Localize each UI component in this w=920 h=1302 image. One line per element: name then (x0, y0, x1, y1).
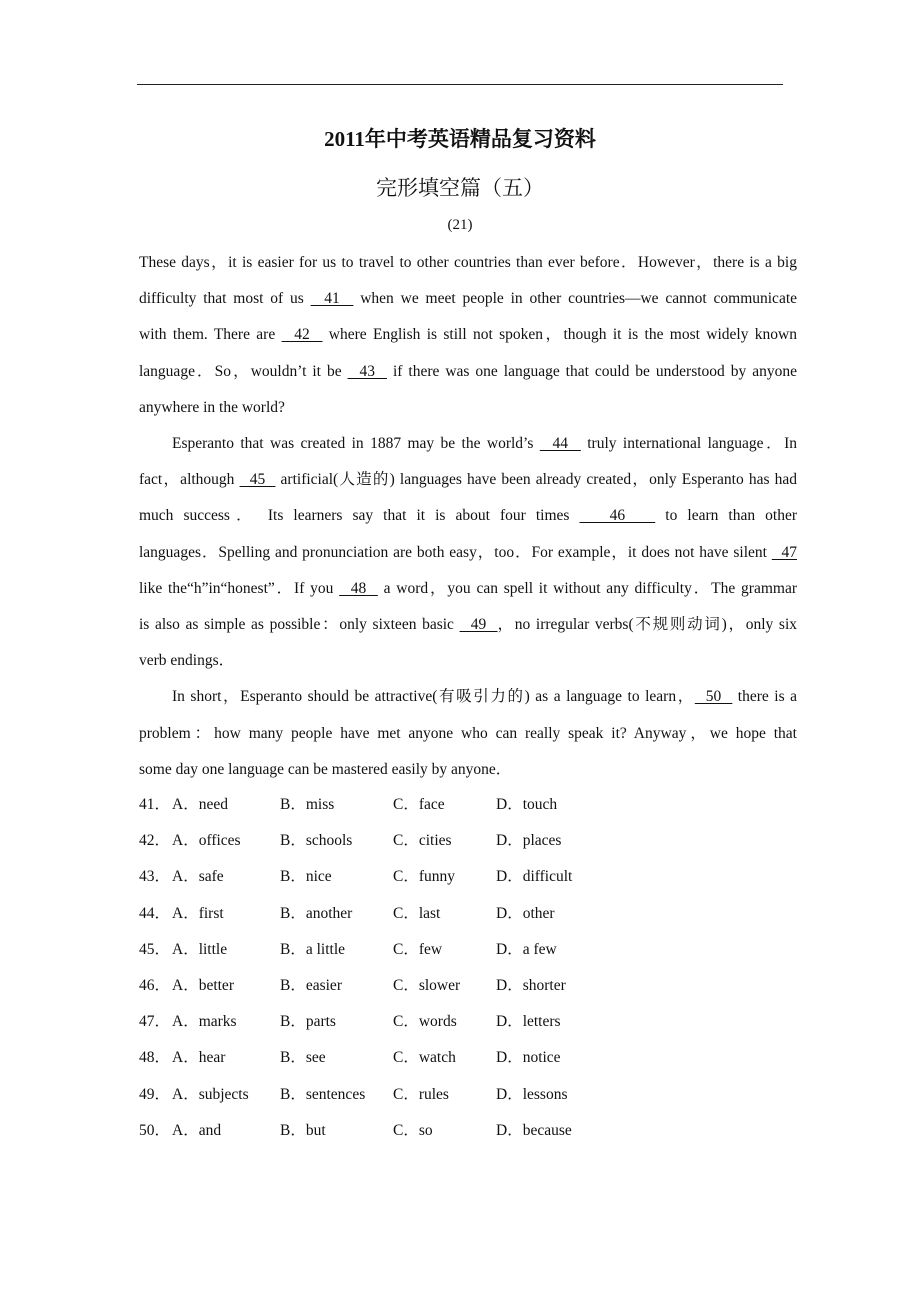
passage-text: truly international language．In (580, 435, 798, 452)
passage-text: artificial(人造的) languages have been already created，only Esperanto has had (275, 471, 797, 489)
answer-blank: 48 (339, 579, 378, 597)
passage-text: like the“h”in“honest”．If you (139, 579, 340, 597)
option-c: C．cities (393, 832, 452, 850)
passage-line (172, 687, 797, 707)
passage-line (139, 398, 797, 418)
question-number: 44． (139, 904, 171, 922)
passage-text: ，no irregular verbs(不规则动词)，only six (497, 616, 798, 633)
page-subtitle: 完形填空篇（五） (376, 176, 544, 200)
passage-text: languages．Spelling and pronunciation are both easy，too．For example，it does not have silent (139, 543, 772, 561)
option-c: C．watch (393, 1049, 456, 1067)
answer-blank: 42 (281, 326, 323, 344)
passage-line (172, 434, 797, 454)
answer-blank: 49 (459, 616, 498, 633)
option-a: A．little (172, 940, 228, 958)
passage-line (139, 760, 797, 780)
question-number: 48． (139, 1049, 171, 1067)
passage-text: fact，although (139, 471, 240, 489)
answer-blank: 41 (310, 290, 354, 308)
passage-text: Esperanto that was created in 1887 may be the world’s (172, 435, 540, 452)
passage-line (139, 724, 797, 744)
option-b: B．but (280, 1121, 326, 1139)
answer-blank: 47 (771, 543, 797, 561)
passage-text: where English is still not spoken，though it is the most widely known (322, 326, 797, 344)
option-c: C．face (393, 796, 445, 813)
option-b: B．see (280, 1049, 326, 1067)
passage-line (139, 615, 797, 635)
option-a: A．hear (172, 1049, 226, 1067)
passage-line (139, 506, 797, 526)
passage-text: difficulty that most of us (139, 290, 311, 308)
passage-line (139, 325, 797, 345)
option-b: B．another (280, 904, 353, 922)
option-d: D．letters (496, 1013, 561, 1031)
option-a: A．offices (172, 832, 241, 850)
option-c: C．funny (393, 868, 456, 886)
passage-text: a word，you can spell it without any difficulty．The grammar (377, 579, 797, 597)
passage-text: to learn than other (655, 507, 797, 525)
option-a: A．marks (172, 1013, 237, 1031)
option-d: D．because (496, 1121, 572, 1139)
page-title: 2011年中考英语精品复习资料 (324, 127, 596, 151)
passage-text: with them. There are (139, 326, 282, 344)
option-d: D．other (496, 904, 555, 922)
question-number: 49． (139, 1085, 171, 1103)
option-c: C．rules (393, 1085, 449, 1103)
passage-text: if there was one language that could be understood by anyone (386, 362, 798, 380)
option-a: A．first (172, 904, 224, 922)
passage-line (139, 362, 797, 382)
passage-text: verb endings． (139, 652, 235, 670)
passage-line (139, 543, 797, 563)
option-d: D．a few (496, 940, 557, 958)
passage-line (139, 579, 797, 599)
option-c: C．few (393, 940, 443, 958)
question-number: 50． (139, 1121, 171, 1139)
answer-blank: 44 (539, 435, 581, 452)
passage-line (139, 470, 797, 490)
passage-line (139, 253, 797, 273)
option-c: C．slower (393, 977, 461, 994)
passage-text: problem：how many people have met anyone who can really speak it? Anyway，we hope that (139, 724, 797, 742)
passage-text: is also as simple as possible：only sixteen basic (139, 616, 460, 633)
option-b: B．schools (280, 832, 353, 850)
passage-text: some day one language can be mastered easily by anyone． (139, 760, 512, 778)
option-a: A．better (172, 977, 234, 994)
header-rule (137, 84, 783, 85)
passage-text: much success． Its learners say that it is about four times (139, 507, 580, 525)
passage-text: when we meet people in other countries—we cannot communicate (353, 290, 798, 308)
option-c: C．last (393, 904, 441, 922)
answer-blank: 46 (579, 507, 656, 525)
option-d: D．shorter (496, 977, 566, 994)
passage-number: (21) (447, 217, 473, 233)
answer-blank: 45 (239, 471, 276, 489)
option-d: D．touch (496, 796, 558, 813)
question-number: 47． (139, 1013, 171, 1031)
question-number: 42． (139, 832, 171, 850)
question-number: 43． (139, 868, 171, 886)
option-b: B．easier (280, 977, 342, 994)
passage-line (139, 651, 797, 671)
passage-text: These days，it is easier for us to travel to other countries than ever before．However，there is a big (139, 254, 797, 271)
passage-text: In short，Esperanto should be attractive(有吸引力的) as a language to learn， (172, 688, 695, 706)
option-a: A．subjects (172, 1085, 249, 1103)
option-b: B．parts (280, 1013, 336, 1031)
option-b: B．a little (280, 940, 346, 958)
option-c: C．so (393, 1121, 433, 1139)
option-d: D．notice (496, 1049, 561, 1067)
question-number: 46． (139, 977, 171, 994)
option-d: D．places (496, 832, 562, 850)
option-a: A．safe (172, 868, 224, 886)
answer-blank: 43 (347, 362, 387, 380)
passage-text: there is a (732, 688, 798, 706)
question-number: 45． (139, 940, 171, 958)
answer-blank: 50 (694, 688, 733, 706)
passage-text: language．So，wouldn’t it be (139, 362, 348, 380)
option-a: A．and (172, 1121, 222, 1139)
option-c: C．words (393, 1013, 457, 1031)
option-b: B．sentences (280, 1085, 366, 1103)
option-d: D．lessons (496, 1085, 568, 1103)
passage-text: anywhere in the world? (139, 398, 285, 416)
question-number: 41． (139, 796, 171, 813)
option-b: B．nice (280, 868, 332, 886)
passage-line (139, 289, 797, 309)
option-a: A．need (172, 796, 228, 813)
option-d: D．difficult (496, 868, 573, 886)
option-b: B．miss (280, 796, 335, 813)
